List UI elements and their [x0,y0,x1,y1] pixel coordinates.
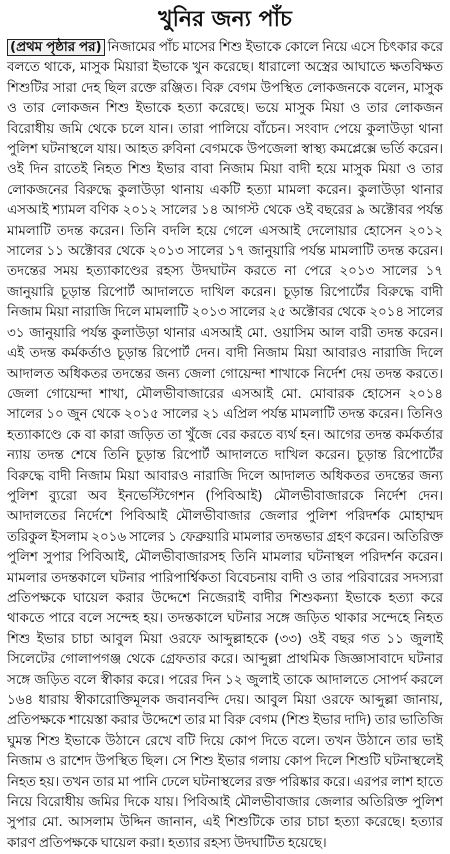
continuation-label: (প্রথম পৃষ্ঠার পর) [7,39,105,56]
article-body [7,38,443,854]
headline: খুনির জন্য পাঁচ [158,7,292,32]
article-text: নিজামের পাঁচ মাসের শিশু ইভাকে কোলে নিয়ে এসে চিৎকার করে বলতে থাকে, মাসুক মিয়ারা ইভাকে খুন করেছে। ধারালো অস্ত্রের আঘাতে ক্ষতবিক্ষত শিশুটির সারা দেহ ছিল রক্তে রঞ্জিত। বিরু বেগম উপস্থিত লোকজনকে বলেন, মাসুক ও তার লোকজন শিশু ইভাকে হত্যা করেছে। ভয়ে মাসুক মিয়া ও তার লোকজন বিরোধীয় জমি থেকে চলে যান। তারা পালিয়ে বাঁচেন। সংবাদ পেয়ে কুলাউড়া থানা পুলিশ ঘটনাস্থলে যায়। আহত রুবিনা বেগমকে উপজেলা স্বাস্থ্য কমপ্লেক্সে ভর্তি করেন। ওই দিন রাতেই নিহত শিশু ইভার বাবা নিজাম মিয়া বাদী হয়ে মাসুক মিয়া ও তার লোকজনের বিরুদ্ধে কুলাউড়া থানায় একটি হত্যা মামলা করেন। কুলাউড়া থানার এসআই শ্যামল বণিক ২০১২ সালের ১৪ আগস্ট থেকে ওই বছরের ৯ অক্টোবর পর্যন্ত মামলাটি তদন্ত করেন। তিনি বদলি হয়ে গেলে এসআই দেলোয়ার হোসেন ২০১২ সালের ১১ অক্টোবর থেকে ২০১৩ সালের ১৭ জানুয়ারি পর্যন্ত মামলাটি তদন্ত করেন। তদন্তের সময় হত্যাকাণ্ডের রহস্য উদঘাটন করতে না পেরে ২০১৩ সালের ১৭ জানুয়ারি চূড়ান্ত রিপোর্ট আদালতে দাখিল করেন। চূড়ান্ত রিপোর্টের বিরুদ্ধে বাদী নিজাম মিয়া নারাজি দিলে মামলাটি ২০১৩ সালের ২৫ অক্টোবর থেকে ২০১৪ সালের ৩১ জানুয়ারি পর্যন্ত কুলাউড়া থানার এসআই মো. ওয়াসিম আল বারী তদন্ত করেন। এই তদন্ত কর্মকর্তাও চূড়ান্ত রিপোর্ট দেন। বাদী নিজাম মিয়া আবারও নারাজি দিলে আদালত অধিকতর তদন্তের জন্য জেলা গোয়েন্দা শাখাকে নির্দেশ দেয় তদন্ত করতে। জেলা গোয়েন্দা শাখা, মৌলভীবাজারের এসআই মো. মোবারক হোসেন ২০১৪ সালের ১০ জুন থেকে ২০১৫ সালের ২১ এপ্রিল পর্যন্ত মামলাটি তদন্ত করেন। তিনিও হত্যাকাণ্ডে কে বা কারা জড়িত তা খুঁজে বের করতে ব্যর্থ হন। আগের তদন্ত কর্মকর্তার ন্যায় তদন্ত শেষে তিনি চূড়ান্ত রিপোর্ট আদালতে দাখিল করেন। চূড়ান্ত রিপোর্টের বিরুদ্ধে বাদী নিজাম মিয়া আবারও নারাজি দিলে আদালত অধিকতর তদন্তের জন্য পুলিশ ব্যুরো অব ইনভেস্টিগেশন (পিবিআই) মৌলভীবাজারকে নির্দেশ দেন। আদালতের নির্দেশে পিবিআই মৌলভীবাজার জেলার পুলিশ পরিদর্শক মোহাম্মদ তরিকুল ইসলাম ২০১৬ সালের ১ ফেব্রুয়ারি মামলার তদন্তভার গ্রহণ করেন। অতিরিক্ত পুলিশ সুপার পিবিআই, মৌলভীবাজারসহ তিনি মামলার ঘটনাস্থল পরিদর্শন করেন। মামলার তদন্তকালে ঘটনার পারিপার্শ্বিকতা বিবেচনায় বাদী ও তার পরিবারের সদস্যরা প্রতিপক্ষকে ঘায়েল করার উদ্দেশে নিজেরাই বাদীর শিশুকন্যা ইভাকে হত্যা করে থাকতে পারে বলে সন্দেহ হয়। তদন্তকালে ঘটনার সঙ্গে জড়িত থাকার সন্দেহে নিহত শিশু ইভার চাচা আবুল মিয়া ওরফে আব্দুল্লাহকে (৩৩) ওই বছর গত ১১ জুলাই সিলেটের গোলাপগঞ্জ থেকে গ্রেফতার করে। আব্দুল্লা প্রাথমিক জিজ্ঞাসাবাদে ঘটনার সঙ্গে জড়িত বলে স্বীকার করে। পরের দিন ১২ জুলাই তাকে আদালতে সোপর্দ করলে ১৬৪ ধারায় স্বীকারোক্তিমূলক জবানবন্দি দেয়। আবুল মিয়া ওরফে আব্দুল্লা জানায়, প্রতিপক্ষকে শায়েস্তা করার উদ্দেশে তার মা বিরু বেগম (শিশু ইভার দাদি) তার ভাতিজি ঘুমন্ত শিশু ইভাকে উঠানে রেখে বটি দিয়ে কোপ দিতে বলে। তখন উঠানে তার ভাই নিজাম ও রাশেদ উপস্থিত ছিল। সে শিশু ইভার গলায় কোপ দিলে শিশুটি ঘটনাস্থলেই নিহত হয়। তখন তার মা পানি ঢেলে ঘটনাস্থলের রক্ত পরিষ্কার করে। এরপর লাশ হাতে নিয়ে বিরোধীয় জমির দিকে যায়। পিবিআই মৌলভীবাজার জেলার অতিরিক্ত পুলিশ সুপার মো. আসলাম উদ্দিন জানান, এই শিশুটিকে তার চাচা হত্যা করেছে। হত্যার কারণ প্রতিপক্ষকে ঘায়েল করা। হত্যার রহস্য উদঘাটিত হয়েছে। [7,40,444,851]
